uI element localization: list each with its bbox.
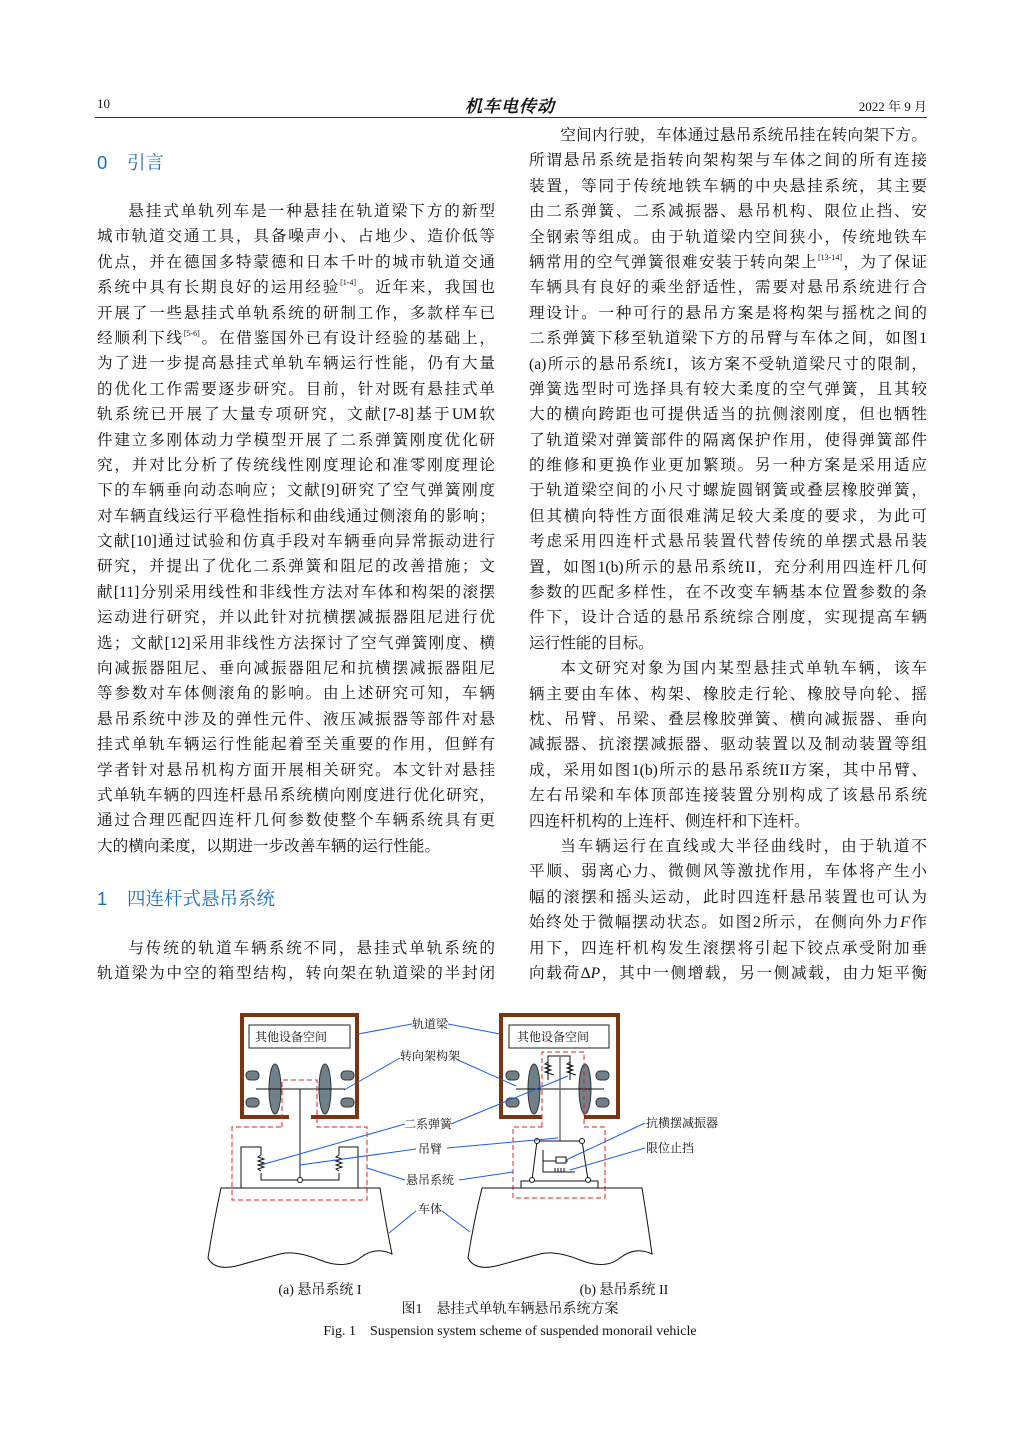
right-column xyxy=(529,123,927,986)
text-line: 大的横向跨距也可提供适当的抗侧滚刚度，但也牺牲 xyxy=(529,406,927,424)
text-line: 理设计。一种可行的悬吊方案是将构架与摇枕之间的 xyxy=(529,304,927,322)
text-run: 始终处于微幅摆动状态。如图2所示，在侧向外力 xyxy=(529,914,901,932)
text-run: ，为了保证 xyxy=(841,253,927,271)
text-line: 挂式单轨车辆运行性能起着至关重要的作用，但鲜有 xyxy=(97,736,495,754)
left-column-section1 xyxy=(97,936,495,987)
text-line xyxy=(97,275,495,300)
citation-ref: [5-6] xyxy=(183,328,200,338)
text-line: (a)所示的悬吊系统I，该方案不受轨道梁尺寸的限制， xyxy=(529,355,927,373)
label-secondary-spring: 二系弹簧 xyxy=(403,1117,453,1131)
paragraph xyxy=(529,123,927,656)
math-symbol: F xyxy=(900,914,910,932)
issue-date: 2022 年 9 月 xyxy=(858,99,927,114)
page-number: 10 xyxy=(97,96,110,111)
text-line: 文献[10]通过试验和仿真手段对车辆垂向异常振动进行 xyxy=(97,533,495,551)
text-line: 装置，等同于传统地铁车辆的中央悬挂系统，其主要 xyxy=(529,177,927,195)
text-line: 四连杆机构的上连杆、侧连杆和下连杆。 xyxy=(529,812,810,830)
text-line: 置，如图1(b)所示的悬吊系统II，充分利用四连杆几何 xyxy=(529,558,927,576)
section-number: 1 xyxy=(97,888,108,909)
text-line: 件下，设计合适的悬吊系统综合刚度，实现提高车辆 xyxy=(529,609,927,627)
spring-icon xyxy=(567,1062,576,1075)
math-symbol: P xyxy=(590,964,601,982)
left-column-intro xyxy=(97,199,495,859)
text-line: 轨道梁为中空的箱型结构，转向架在轨道梁的半封闭 xyxy=(97,965,495,983)
text-line: 本文研究对象为国内某型悬挂式单轨车辆，该车 xyxy=(560,660,927,678)
text-line: 向减振器阻尼、垂向减振器阻尼和抗横摆减振器阻尼 xyxy=(97,660,495,678)
damper-icon xyxy=(556,1157,566,1163)
spring-icon xyxy=(258,1155,264,1171)
figure-1-diagram xyxy=(200,1010,820,1275)
figure-caption-cn: 图1 悬挂式单轨车辆悬吊系统方案 xyxy=(401,1302,619,1317)
text-line: 悬挂式单轨列车是一种悬挂在轨道梁下方的新型 xyxy=(128,203,495,220)
text-line: 与传统的轨道车辆系统不同，悬挂式单轨系统的 xyxy=(128,940,495,957)
header-rule xyxy=(95,117,927,118)
text-run: 。近年来，我国也 xyxy=(356,279,495,297)
text-line: 枕、吊臂、吊梁、叠层橡胶弹簧、横向减振器、垂向 xyxy=(529,710,927,728)
text-line: 城市轨道交通工具，具备噪声小、占地少、造价低等 xyxy=(97,228,495,246)
text-line: 辆主要由车体、构架、橡胶走行轮、橡胶导向轮、摇 xyxy=(529,685,927,703)
section-title: 四连杆式悬吊系统 xyxy=(127,888,276,909)
car-body-a xyxy=(208,1188,392,1267)
section-heading-0 xyxy=(97,149,164,175)
text-line: 开展了一些悬挂式单轨系统的研制工作，多款样车已 xyxy=(97,304,495,322)
section-number: 0 xyxy=(97,152,108,173)
label-suspension-system: 悬吊系统 xyxy=(405,1173,455,1187)
subcaption-a: (a) 悬吊系统 I xyxy=(278,1283,362,1298)
text-line: 二系弹簧下移至轨道梁下方的吊臂与车体之间，如图1 xyxy=(529,330,927,348)
text-line: 优点，并在德国多特蒙德和日本千叶的城市轨道交通 xyxy=(97,253,495,271)
text-line: 选；文献[12]采用非线性方法探讨了空气弹簧刚度、横 xyxy=(97,634,495,652)
text-line: 通过合理匹配四连杆几何参数使整个车辆系统具有更 xyxy=(97,812,495,830)
text-line: 运动进行研究，并以此针对抗横摆减振器阻尼进行优 xyxy=(97,609,495,627)
limit-stop-icon xyxy=(555,1168,564,1172)
spring-icon xyxy=(336,1155,342,1171)
text-run: 辆常用的空气弹簧很难安装于转向架上 xyxy=(529,253,818,271)
text-line: 下的车辆垂向动态响应；文献[9]研究了空气弹簧刚度 xyxy=(97,482,495,500)
diagram-b xyxy=(468,1015,652,1267)
text-line: 成，采用如图1(b)所示的悬吊系统II方案，其中吊臂、 xyxy=(529,761,927,779)
text-line: 但其横向特性方面很难满足较大柔度的要求，为此可 xyxy=(529,507,927,525)
label-anti-yaw-damper: 抗横摆减振器 xyxy=(646,1116,719,1130)
citation-ref: [1-4] xyxy=(340,278,357,288)
text-line xyxy=(97,326,495,351)
subcaption-b: (b) 悬吊系统 II xyxy=(579,1283,669,1298)
text-line: 了轨道梁对弹簧部件的隔离保护作用，使得弹簧部件 xyxy=(529,431,927,449)
text-run: ，其中一侧增载，另一侧减载，由力矩平衡 xyxy=(600,964,927,982)
section-title: 引言 xyxy=(127,152,165,173)
text-run: 。在借鉴国外已有设计经验的基础上， xyxy=(199,329,495,347)
text-line: 弹簧选型时可选择具有较大柔度的空气弹簧，且其较 xyxy=(529,380,927,398)
text-line xyxy=(529,961,927,986)
text-line: 的优化工作需要逐步研究。目前，针对既有悬挂式单 xyxy=(97,380,495,398)
text-line: 献[11]分别采用线性和非线性方法对车体和构架的滚摆 xyxy=(97,583,495,601)
text-line xyxy=(529,910,927,935)
text-line: 由二系弹簧、二系减振器、悬吊机构、限位止挡、安 xyxy=(529,203,927,221)
text-run: 向载荷Δ xyxy=(529,964,591,982)
text-line: 当车辆运行在直线或大半径曲线时，由于轨道不 xyxy=(560,837,927,855)
text-line: 幅的滚摆和摇头运动，此时四连杆悬吊装置也可认为 xyxy=(529,888,927,906)
section-heading-1 xyxy=(97,885,275,911)
text-run: 经顺利下线 xyxy=(97,329,184,347)
text-line: 研究，并提出了优化二系弹簧和阻尼的改善措施；文 xyxy=(97,558,495,576)
citation-ref: [13-14] xyxy=(817,252,842,262)
text-line: 用下，四连杆机构发生滚摆将引起下铰点承受附加垂 xyxy=(529,939,927,957)
text-line: 轨系统已开展了大量专项研究，文献[7-8]基于UM软 xyxy=(97,406,495,424)
label-hanger-arm: 吊臂 xyxy=(417,1142,443,1156)
text-line: 究，并对比分析了传统线性刚度理论和准零刚度理论 xyxy=(97,456,495,474)
text-line xyxy=(529,250,927,275)
label-limit-stop: 限位止挡 xyxy=(646,1141,695,1155)
equipment-space-label-a: 其他设备空间 xyxy=(255,1030,328,1044)
text-line: 件建立多刚体动力学模型开展了二系弹簧刚度优化研 xyxy=(97,431,495,449)
journal-logo: 机车电传动 xyxy=(465,97,555,117)
text-line: 为了进一步提高悬挂式单轨车辆运行性能，仍有大量 xyxy=(97,355,495,373)
text-line: 平顺、弱离心力、微侧风等激扰作用，车体将产生小 xyxy=(529,863,927,881)
paragraph xyxy=(529,656,927,834)
text-line: 所谓悬吊系统是指转向架构架与车体之间的所有连接 xyxy=(529,152,927,170)
text-line: 运行性能的目标。 xyxy=(529,634,654,652)
text-run: 系统中具有长期良好的运用经验 xyxy=(97,279,341,297)
text-line: 式单轨车辆的四连杆悬吊系统横向刚度进行优化研究， xyxy=(97,786,495,804)
diagram-a xyxy=(208,1015,392,1267)
paragraph xyxy=(529,834,927,986)
equipment-space-label-b: 其他设备空间 xyxy=(517,1030,590,1044)
paragraph xyxy=(97,936,495,987)
text-line: 空间内行驶，车体通过悬吊系统吊挂在转向架下方。 xyxy=(560,127,927,144)
label-bogie-frame: 转向架构架 xyxy=(399,1049,461,1063)
text-line: 对车辆直线运行平稳性指标和曲线通过侧滚角的影响； xyxy=(97,507,495,525)
text-line: 参数的匹配多样性，在不改变车辆基本位置参数的条 xyxy=(529,584,927,602)
text-line: 减振器、抗滚摆减振器、驱动装置以及制动装置等组 xyxy=(529,736,927,754)
text-line: 左右吊梁和车体顶部连接装置分别构成了该悬吊系统 xyxy=(529,787,927,805)
text-line: 于轨道梁空间的小尺寸螺旋圆钢簧或叠层橡胶弹簧， xyxy=(529,482,927,500)
text-run: 作 xyxy=(909,914,927,932)
text-line: 悬吊系统中涉及的弹性元件、液压减振器等部件对悬 xyxy=(97,710,495,728)
text-line: 学者针对悬吊机构方面开展相关研究。本文针对悬挂 xyxy=(97,761,495,779)
text-line: 的维修和更换作业更加繁琐。另一种方案是采用适应 xyxy=(529,457,927,475)
figure-caption-en: Fig. 1 Suspension system scheme of suspended monorail vehicle xyxy=(323,1324,697,1339)
text-line: 全钢索等组成。由于轨道梁内空间狭小，传统地铁车 xyxy=(529,228,927,246)
text-line: 考虑采用四连杆式悬吊装置代替传统的单摆式悬吊装 xyxy=(529,533,927,551)
spring-icon xyxy=(545,1062,554,1075)
text-line: 大的横向柔度，以期进一步改善车辆的运行性能。 xyxy=(97,837,441,855)
text-line: 等参数对车体侧滚角的影响。由上述研究可知，车辆 xyxy=(97,685,495,703)
label-rail-beam: 轨道梁 xyxy=(411,1017,449,1031)
label-car-body: 车体 xyxy=(417,1202,443,1216)
text-line: 车辆具有良好的乘坐舒适性，需要对悬吊系统进行合 xyxy=(529,279,927,297)
paragraph xyxy=(97,199,495,859)
car-body-b xyxy=(468,1188,652,1267)
